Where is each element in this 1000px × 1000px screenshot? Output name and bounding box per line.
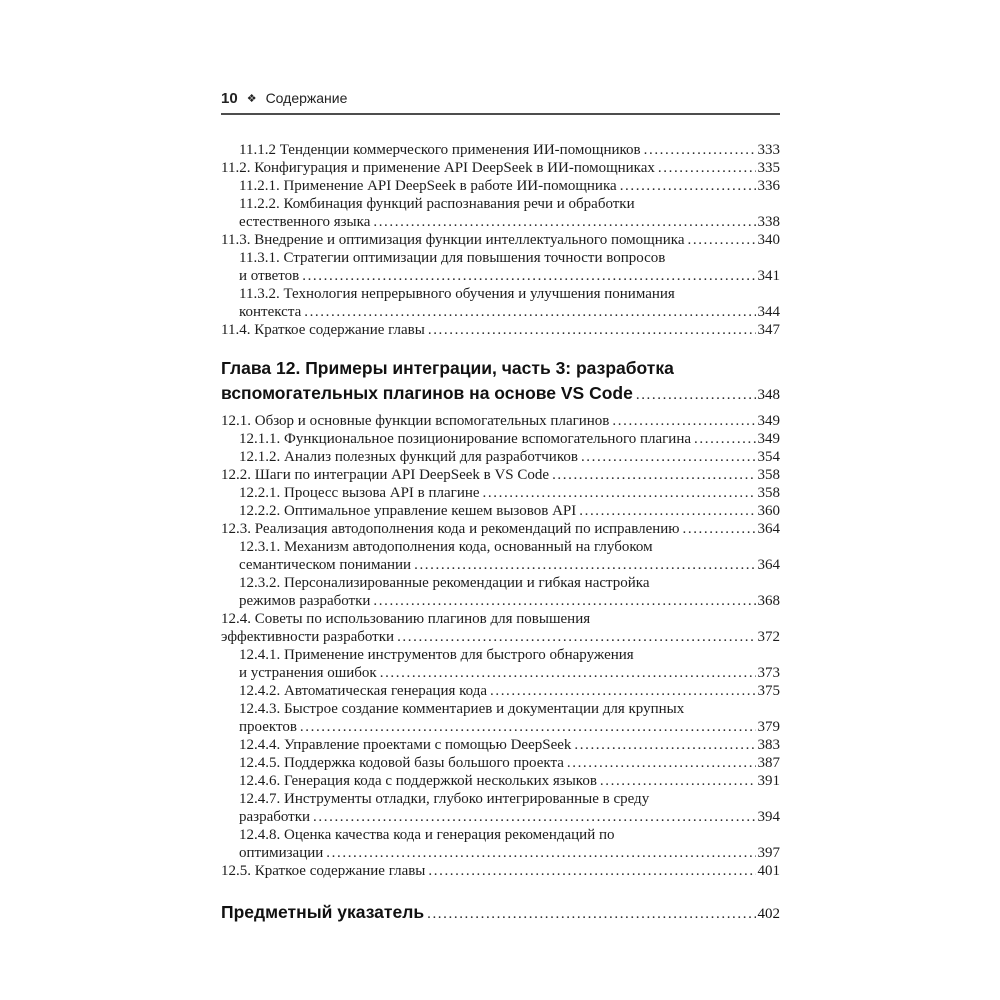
toc-entry-line — [221, 381, 780, 408]
toc-entry — [221, 700, 780, 736]
dot-leader — [428, 862, 755, 880]
toc-entry-text: 12.3.1. Механизм автодополнения кода, основанный на глубоком — [239, 539, 653, 555]
dot-leader — [574, 736, 755, 754]
toc-entry-text: 11.3. Внедрение и оптимизация функции интеллектуального помощника — [221, 232, 685, 248]
toc-page-number: 368 — [757, 593, 780, 609]
toc-page-number: 358 — [757, 467, 780, 483]
toc-entry — [221, 736, 780, 754]
toc-entry — [221, 195, 780, 231]
toc-entry-line — [221, 610, 780, 628]
toc-entry-text: эффективности разработки — [221, 629, 395, 645]
toc-entry-line — [239, 538, 780, 556]
toc-entry — [221, 484, 780, 502]
toc-entry — [221, 141, 780, 159]
toc-entry-text: проектов — [239, 719, 297, 735]
toc-entry-text: 12.5. Краткое содержание главы — [221, 863, 426, 879]
toc-entry-line — [221, 231, 780, 249]
folio-page-number: 10 — [221, 90, 238, 107]
toc-entry-text: и устранения ошибок — [239, 665, 377, 681]
toc-entry-text: 12.4.8. Оценка качества кода и генерация рекомендаций по — [239, 827, 615, 843]
toc-entry-text: естественного языка — [239, 214, 371, 230]
dot-leader — [581, 448, 756, 466]
toc-entry-line — [239, 556, 780, 574]
toc-entry-text: Глава 12. Примеры интеграции, часть 3: разработка — [221, 358, 674, 378]
toc-entry — [221, 520, 780, 538]
toc-entry-line — [239, 718, 780, 736]
toc-entry-text: 12.1.2. Анализ полезных функций для разработчиков — [239, 449, 578, 465]
toc-entry-text: 11.1.2 Тенденции коммерческого применения ИИ-помощников — [239, 142, 641, 158]
toc-entry-line — [239, 484, 780, 502]
toc-entry-line — [239, 213, 780, 231]
toc-entry — [221, 790, 780, 826]
book-page — [221, 90, 780, 926]
toc-entry-line — [239, 646, 780, 664]
toc-entry-line — [239, 267, 780, 285]
toc-entry-line — [239, 736, 780, 754]
dot-leader — [304, 303, 755, 321]
toc-entry-line — [221, 628, 780, 646]
dot-leader — [414, 556, 755, 574]
toc-entry-text: 11.2.2. Комбинация функций распознавания речи и обработки — [239, 196, 635, 212]
toc-entry-line — [239, 430, 780, 448]
toc-entry-text: контекста — [239, 304, 302, 320]
toc-entry-text: 12.4.1. Применение инструментов для быстрого обнаружения — [239, 647, 634, 663]
toc-entry-line — [221, 321, 780, 339]
toc-entry-line — [239, 574, 780, 592]
toc-entry-text: и ответов — [239, 268, 300, 284]
dot-leader — [600, 772, 756, 790]
toc-page-number: 364 — [757, 557, 780, 573]
toc-entry — [221, 646, 780, 682]
toc-entry-line — [239, 790, 780, 808]
toc-entry — [221, 321, 780, 339]
toc-page-number: 347 — [757, 322, 780, 338]
toc-chapter-entry — [221, 356, 780, 408]
dot-leader — [579, 502, 755, 520]
toc-entry-text: разработки — [239, 809, 311, 825]
toc-entry-line — [221, 862, 780, 880]
toc-entry-line — [239, 249, 780, 267]
toc-entry — [221, 249, 780, 285]
toc-page-number: 349 — [757, 413, 780, 429]
dot-leader — [483, 484, 756, 502]
dot-leader — [636, 381, 756, 408]
toc-entry-line — [239, 664, 780, 682]
toc-entry — [221, 826, 780, 862]
toc-page-number: 391 — [757, 773, 780, 789]
toc-entry-line — [221, 900, 780, 926]
toc-entry — [221, 412, 780, 430]
toc-page-number: 364 — [757, 521, 780, 537]
toc-entry-line — [239, 808, 780, 826]
toc-entry-text: 11.3.2. Технология непрерывного обучения и улучшения понимания — [239, 286, 675, 302]
dot-leader — [490, 682, 756, 700]
toc-page-number: 335 — [757, 160, 780, 176]
dot-leader — [552, 466, 755, 484]
toc-page-number: 397 — [757, 845, 780, 861]
toc-page-number: 401 — [757, 863, 780, 879]
toc-entry-line — [239, 682, 780, 700]
toc-page-number: 333 — [757, 142, 780, 158]
toc-page-number: 394 — [757, 809, 780, 825]
toc-entry-text: 11.4. Краткое содержание главы — [221, 322, 425, 338]
running-header — [221, 90, 780, 107]
toc-entry-text: 12.1. Обзор и основные функции вспомогательных плагинов — [221, 413, 610, 429]
toc-entry-line — [239, 502, 780, 520]
toc-entry-text: 12.4.5. Поддержка кодовой базы большого проекта — [239, 755, 564, 771]
toc-entry-text: 12.4.4. Управление проектами с помощью DeepSeek — [239, 737, 572, 753]
dot-leader — [302, 267, 755, 285]
toc-page-number: 358 — [757, 485, 780, 501]
toc-page-number: 360 — [757, 503, 780, 519]
toc-entry-line — [221, 412, 780, 430]
toc-entry-line — [239, 303, 780, 321]
toc-entry-text: Предметный указатель — [221, 902, 425, 922]
toc-entry-text: 12.4. Советы по использованию плагинов для повышения — [221, 611, 591, 627]
toc-entry-text: 11.2. Конфигурация и применение API DeepSeek в ИИ-помощниках — [221, 160, 655, 176]
diamond-separator-icon: ❖ — [246, 93, 257, 105]
dot-leader — [300, 718, 756, 736]
dot-leader — [313, 808, 755, 826]
toc-entry-text: семантическом понимании — [239, 557, 412, 573]
toc-entry — [221, 502, 780, 520]
dot-leader — [397, 628, 755, 646]
toc-entry-line — [239, 826, 780, 844]
running-title: Содержание — [265, 90, 348, 106]
toc-page-number: 383 — [757, 737, 780, 753]
toc-list — [221, 141, 780, 926]
toc-entry-text: 11.3.1. Стратегии оптимизации для повышения точности вопросов — [239, 250, 666, 266]
toc-page-number: 375 — [757, 683, 780, 699]
toc-entry-line — [239, 700, 780, 718]
toc-entry-text: 11.2.1. Применение API DeepSeek в работе ИИ-помощника — [239, 178, 617, 194]
toc-entry — [221, 754, 780, 772]
toc-entry-text: 12.4.3. Быстрое создание комментариев и документации для крупных — [239, 701, 685, 717]
toc-page-number: 348 — [757, 387, 780, 403]
toc-page-number: 341 — [757, 268, 780, 284]
toc-entry-text: 12.4.2. Автоматическая генерация кода — [239, 683, 487, 699]
toc-entry-text: 12.3. Реализация автодополнения кода и рекомендаций по исправлению — [221, 521, 680, 537]
header-rule — [221, 113, 780, 115]
dot-leader — [658, 159, 756, 177]
toc-page-number: 349 — [757, 431, 780, 447]
toc-entry-line — [221, 466, 780, 484]
dot-leader — [373, 592, 755, 610]
toc-entry-text: 12.4.6. Генерация кода с поддержкой нескольких языков — [239, 773, 597, 789]
toc-entry-line — [239, 195, 780, 213]
toc-entry — [221, 448, 780, 466]
toc-entry-line — [221, 520, 780, 538]
toc-entry — [221, 574, 780, 610]
toc-entry-line — [221, 159, 780, 177]
toc-index-entry — [221, 900, 780, 926]
toc-entry-line — [221, 356, 780, 381]
toc-entry-text: 12.3.2. Персонализированные рекомендации и гибкая настройка — [239, 575, 650, 591]
dot-leader — [688, 231, 756, 249]
toc-page-number: 402 — [757, 906, 780, 922]
toc-entry — [221, 862, 780, 880]
toc-page-number: 387 — [757, 755, 780, 771]
toc-page-number: 379 — [757, 719, 780, 735]
toc-entry-line — [239, 177, 780, 195]
toc-entry-text: 12.4.7. Инструменты отладки, глубоко интегрированные в среду — [239, 791, 650, 807]
dot-leader — [428, 321, 756, 339]
toc-entry — [221, 285, 780, 321]
toc-entry — [221, 430, 780, 448]
toc-entry — [221, 682, 780, 700]
toc-page-number: 373 — [757, 665, 780, 681]
toc-entry-line — [239, 285, 780, 303]
toc-page-number: 372 — [757, 629, 780, 645]
toc-entry — [221, 610, 780, 646]
toc-entry-text: 12.1.1. Функциональное позиционирование вспомогательного плагина — [239, 431, 692, 447]
toc-entry-line — [239, 141, 780, 159]
toc-page-number: 338 — [757, 214, 780, 230]
toc-entry-text: вспомогательных плагинов на основе VS Code — [221, 383, 633, 403]
dot-leader — [380, 664, 756, 682]
toc-entry-line — [239, 592, 780, 610]
toc-entry — [221, 231, 780, 249]
toc-page-number: 344 — [757, 304, 780, 320]
toc-entry — [221, 466, 780, 484]
toc-entry — [221, 772, 780, 790]
toc-entry-line — [239, 844, 780, 862]
dot-leader — [373, 213, 755, 231]
dot-leader — [694, 430, 755, 448]
toc-entry-text: 12.2.1. Процесс вызова API в плагине — [239, 485, 480, 501]
toc-entry-text: 12.2. Шаги по интеграции API DeepSeek в VS Code — [221, 467, 550, 483]
toc-entry — [221, 538, 780, 574]
toc-entry-text: режимов разработки — [239, 593, 371, 609]
toc-entry-text: оптимизации — [239, 845, 324, 861]
dot-leader — [326, 844, 755, 862]
dot-leader — [612, 412, 755, 430]
dot-leader — [427, 900, 755, 926]
dot-leader — [567, 754, 756, 772]
toc-entry — [221, 159, 780, 177]
toc-page-number: 336 — [757, 178, 780, 194]
dot-leader — [644, 141, 756, 159]
dot-leader — [683, 520, 756, 538]
dot-leader — [620, 177, 756, 195]
toc-page-number: 354 — [757, 449, 780, 465]
toc-entry-line — [239, 754, 780, 772]
toc-entry-line — [239, 772, 780, 790]
toc-page-number: 340 — [757, 232, 780, 248]
toc-entry — [221, 177, 780, 195]
toc-entry-line — [239, 448, 780, 466]
toc-entry-text: 12.2.2. Оптимальное управление кешем вызовов API — [239, 503, 577, 519]
